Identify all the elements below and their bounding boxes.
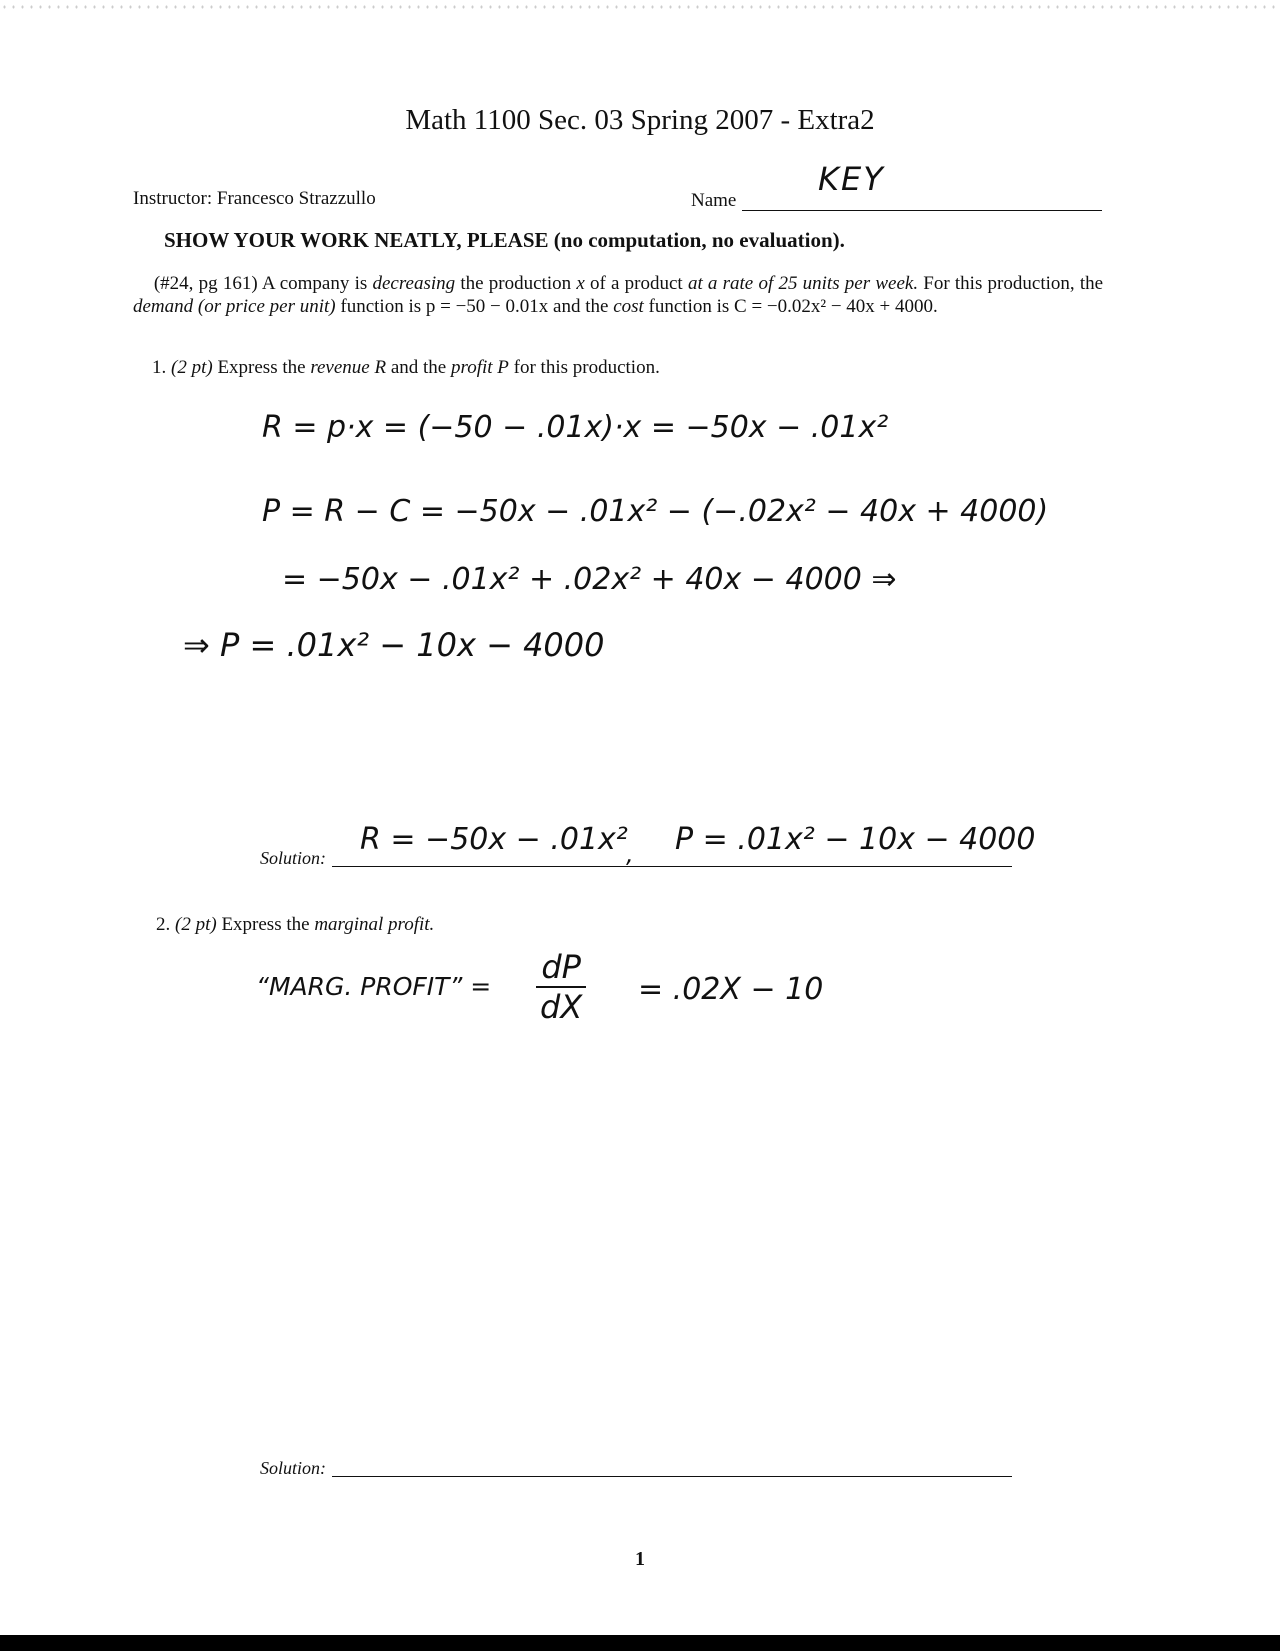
instructions: SHOW YOUR WORK NEATLY, PLEASE (no computation, no evaluation).: [164, 228, 845, 252]
scan-border-bottom: [0, 1635, 1280, 1651]
question-2: 2. (2 pt) Express the marginal profit.: [156, 914, 435, 935]
q2-solution-line: [332, 1476, 1012, 1477]
fraction-numerator: dP: [536, 948, 586, 988]
instructor-line: Instructor: Francesco Strazzullo: [133, 188, 376, 209]
q1-work-line-2: P = R − C = −50x − .01x² − (−.02x² − 40x + 4000): [262, 494, 1049, 529]
question-1: 1. (2 pt) Express the revenue R and the profit P for this production.: [152, 357, 660, 378]
name-value-handwritten: KEY: [818, 160, 885, 198]
q1-solution-revenue: R = −50x − .01x²: [360, 822, 628, 857]
q2-derivative-fraction: [536, 948, 586, 1026]
q1-solution-profit: P = .01x² − 10x − 4000: [675, 822, 1036, 857]
q1-work-line-1: R = p·x = (−50 − .01x)·x = −50x − .01x²: [262, 410, 889, 445]
page-number: 1: [635, 1548, 645, 1570]
q2-work-label: “MARG. PROFIT” =: [256, 972, 492, 1001]
scan-artifact-top: [0, 0, 1280, 14]
q2-work-result: = .02X − 10: [638, 972, 824, 1007]
q1-work-line-3: = −50x − .01x² + .02x² + 40x − 4000 ⇒: [282, 562, 897, 597]
fraction-denominator: dX: [540, 988, 583, 1026]
q1-solution-separator: ,: [626, 840, 634, 868]
name-label: Name: [691, 190, 737, 211]
q2-solution-label: Solution:: [260, 1458, 326, 1478]
q1-solution-line: [332, 866, 1012, 867]
page-title: Math 1100 Sec. 03 Spring 2007 - Extra2: [405, 104, 875, 136]
name-underline: [742, 210, 1102, 211]
q1-solution-label: Solution:: [260, 848, 326, 868]
q1-work-line-4: ⇒ P = .01x² − 10x − 4000: [183, 626, 605, 664]
problem-statement: (#24, pg 161) A company is decreasing the production x of a product at a rate of 25 units per week. For this production, the demand (or price per unit) function is p = −50 − 0.01x and the cost function is C = −0.02x² − 40x + 4000.: [133, 273, 1104, 317]
